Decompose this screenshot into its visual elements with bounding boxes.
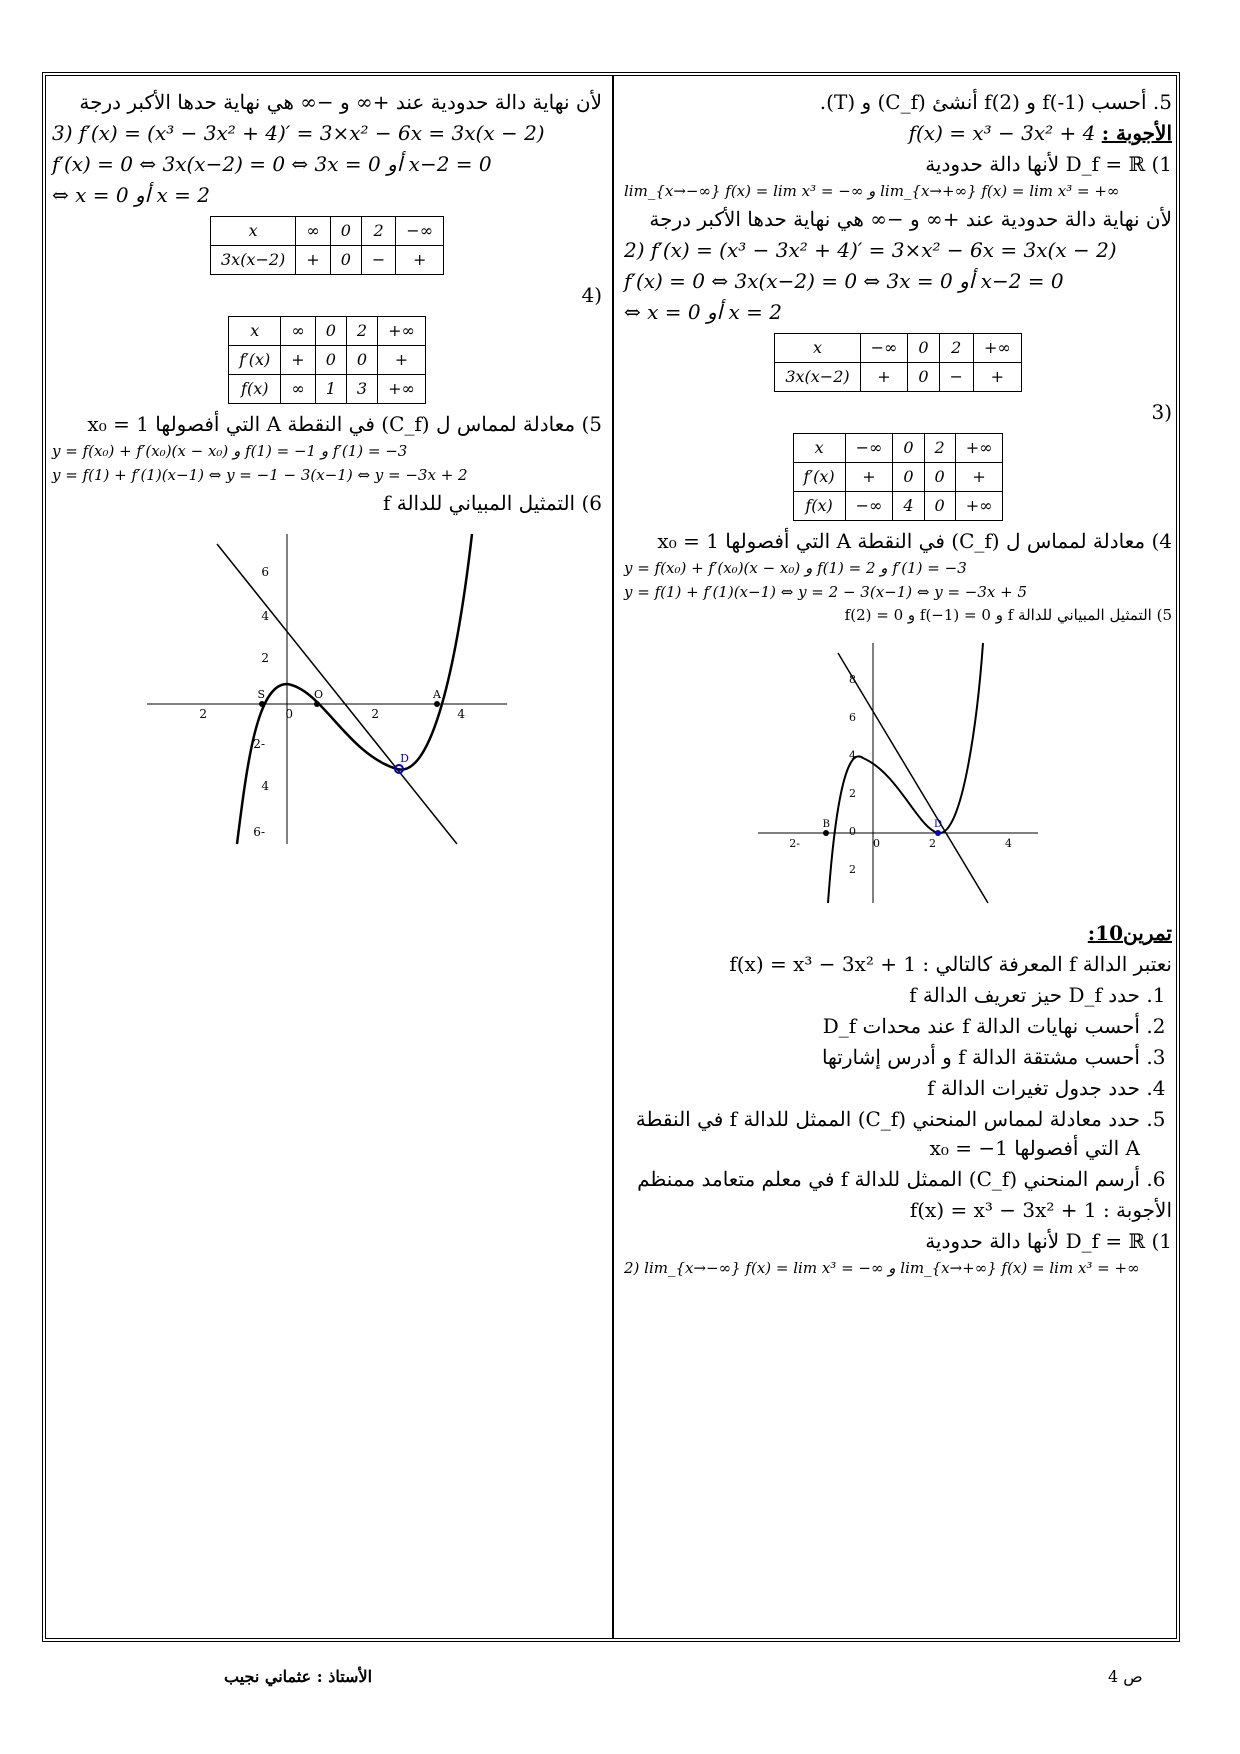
left-answer-3-solve: f′(x) = 0 ⇔ 3x(x−2) = 0 ⇔ 3x = 0 أو x−2 = 0 <box>52 152 492 176</box>
left-answer-5: 5) معادلة لمماس ل (C_f) في النقطة A التي أفصولها x₀ = 1 <box>87 412 602 436</box>
answer-2-solve: f′(x) = 0 ⇔ 3x(x−2) = 0 ⇔ 3x = 0 أو x−2 = 0 <box>624 268 1064 293</box>
exercise-10-answers: الأجوبة : f(x) = x³ − 3x² + 1 <box>909 1198 1172 1222</box>
svg-text:8: 8 <box>849 673 856 686</box>
list-item: 1. حدد D_f حيز تعريف الدالة f <box>624 981 1140 1010</box>
svg-text:2: 2 <box>849 787 856 800</box>
svg-text:O: O <box>313 687 323 701</box>
left-answer-4-label: (4 <box>581 283 602 307</box>
left-column <box>52 86 602 860</box>
sign-table-right: x −∞ 0 2 +∞ 3x(x−2) + 0 − + <box>624 333 1172 392</box>
svg-text:6: 6 <box>261 564 269 579</box>
svg-text:4: 4 <box>849 749 856 762</box>
right-column <box>624 86 1172 1282</box>
exercise-10-intro: نعتبر الدالة f المعرفة كالتالي : f(x) = x³ − 3x² + 1 <box>729 952 1172 976</box>
exercise-10-answer-1: 1) D_f = ℝ لأنها دالة حدودية <box>925 1229 1172 1253</box>
svg-text:2: 2 <box>199 706 207 721</box>
left-answer-6: 6) التمثيل المبياني للدالة f <box>382 490 602 515</box>
svg-text:2: 2 <box>371 706 379 721</box>
question-5: 5. أحسب f(-1) و f(2) أنشئ (C_f) و (T). <box>819 90 1172 114</box>
answer-3-label: (3 <box>1151 399 1172 424</box>
answer-2-roots: ⇔ x = 0 أو x = 2 <box>624 299 783 324</box>
teacher-name: الأستاذ : عثماني نجيب <box>224 1667 373 1686</box>
svg-text:2: 2 <box>849 863 856 876</box>
svg-text:4: 4 <box>457 706 465 721</box>
answer-1-reason: لأن نهاية دالة حدودية عند +∞ و −∞ هي نهاية حدها الأكبر درجة <box>649 206 1172 231</box>
list-item: 6. أرسم المنحني (C_f) الممثل للدالة f في معلم متعامد ممنظم <box>624 1165 1140 1194</box>
svg-text:0: 0 <box>849 825 856 838</box>
exercise-10-heading: تمرين10: <box>1087 921 1172 945</box>
left-answer-3-roots: ⇔ x = 0 أو x = 2 <box>52 183 211 207</box>
svg-text:S: S <box>257 687 265 701</box>
list-item: 5. حدد معادلة لمماس المنحني (C_f) الممثل للدالة f في النقطة A التي أفصولها x₀ = −1 <box>624 1105 1140 1163</box>
answers-heading: الأجوبة : <box>1101 121 1172 145</box>
variation-table-right: x −∞ 0 2 +∞ f′(x) + 0 0 + f(x) −∞ 4 0 +∞ <box>624 433 1172 521</box>
column-divider <box>612 76 614 1638</box>
answer-1: 1) D_f = ℝ لأنها دالة حدودية <box>925 152 1172 176</box>
svg-text:-6: -6 <box>253 824 265 839</box>
answer-5: 5) التمثيل المبياني للدالة f و f(−1) = 0 و f(2) = 0 <box>844 606 1172 625</box>
answer-4-result: y = f(1) + f′(1)(x−1) ⇔ y = 2 − 3(x−1) ⇔ y = −3x + 5 <box>624 582 1028 601</box>
graph-left <box>137 524 517 854</box>
left-answer-3: 3) f′(x) = (x³ − 3x² + 4)′ = 3×x² − 6x = 3x(x − 2) <box>52 121 545 145</box>
svg-text:4: 4 <box>261 608 269 623</box>
tangent-line <box>217 544 457 844</box>
graph-right <box>748 633 1048 913</box>
left-reason: لأن نهاية دالة حدودية عند +∞ و −∞ هي نهاية حدها الأكبر درجة <box>79 90 602 114</box>
answer-2: 2) f′(x) = (x³ − 3x² + 4)′ = 3×x² − 6x = 3x(x − 2) <box>624 237 1117 262</box>
svg-text:D: D <box>400 751 409 765</box>
list-item: 2. أحسب نهايات الدالة f عند محدات D_f <box>624 1012 1140 1041</box>
svg-text:4: 4 <box>1005 837 1012 850</box>
svg-text:B: B <box>822 819 830 830</box>
function-definition: f(x) = x³ − 3x² + 4 <box>908 121 1096 145</box>
svg-text:2: 2 <box>929 837 936 850</box>
answer-1-limits: lim_{x→−∞} f(x) = lim x³ = −∞ و lim_{x→+∞} f(x) = lim x³ = +∞ <box>624 182 1120 200</box>
variation-table-left: x ∞ 0 2 +∞ f′(x) + 0 0 + f(x) ∞ 1 3 +∞ <box>52 316 602 404</box>
left-answer-5-result: y = f(1) + f′(1)(x−1) ⇔ y = −1 − 3(x−1) ⇔ y = −3x + 2 <box>52 465 468 484</box>
svg-text:-2: -2 <box>789 837 800 850</box>
svg-text:4: 4 <box>261 778 269 793</box>
left-answer-5-formula: y = f(x₀) + f′(x₀)(x − x₀) و f(1) = −1 و f′(1) = −3 <box>52 442 408 460</box>
exercise-10-answer-2: 2) lim_{x→−∞} f(x) = lim x³ = −∞ و lim_{x→+∞} f(x) = lim x³ = +∞ <box>624 1259 1140 1277</box>
svg-text:0: 0 <box>285 706 293 721</box>
svg-text:6: 6 <box>849 711 856 724</box>
answer-4-formula: y = f(x₀) + f′(x₀)(x − x₀) و f(1) = 2 و f′(1) = −3 <box>624 558 967 577</box>
list-item: 4. حدد جدول تغيرات الدالة f <box>624 1074 1140 1103</box>
svg-text:A: A <box>433 687 441 701</box>
svg-text:2: 2 <box>261 650 269 665</box>
svg-text:0: 0 <box>873 837 880 850</box>
answer-4: 4) معادلة لمماس ل (C_f) في النقطة A التي أفصولها x₀ = 1 <box>657 528 1172 553</box>
sign-table-left: x ∞ 0 2 −∞ 3x(x−2) + 0 − + <box>52 216 602 275</box>
page-number: ص 4 <box>1108 1667 1143 1686</box>
svg-text:D: D <box>933 819 942 830</box>
list-item: 3. أحسب مشتقة الدالة f و أدرس إشارتها <box>624 1043 1140 1072</box>
svg-text:-2: -2 <box>253 736 265 751</box>
exercise-10-list <box>624 981 1172 1194</box>
